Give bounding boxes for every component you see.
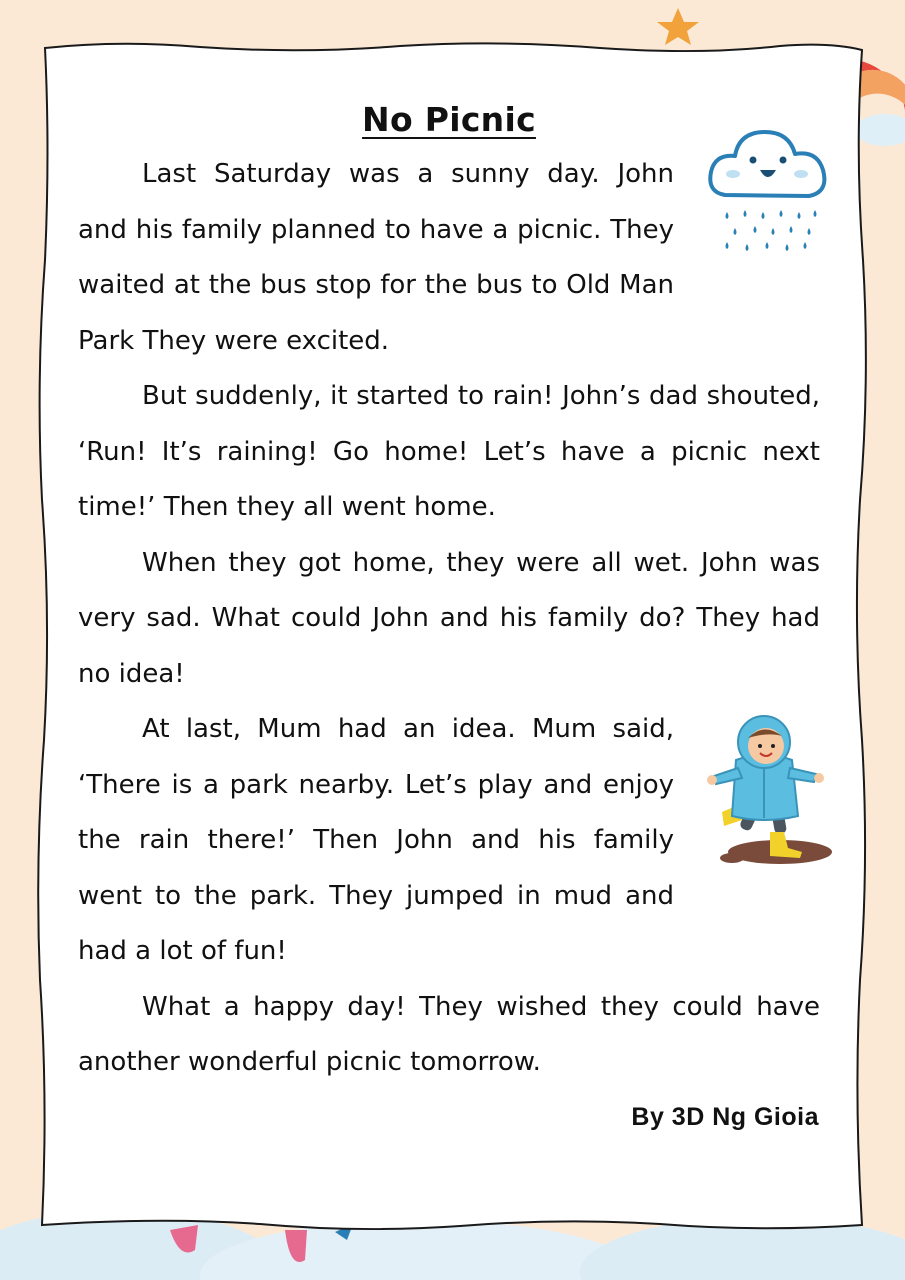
- paragraph-2: But suddenly, it started to rain! John’s dad shouted, ‘Run! It’s raining! Go home! Let’s have a picnic next time!’ Then they all went home.: [78, 381, 820, 522]
- paragraph-4: At last, Mum had an idea. Mum said, ‘There is a park nearby. Let’s play and enjoy the rain there!’ Then John and his family went to the park. They jumped in mud and had a lot of fun!: [78, 714, 674, 966]
- paragraph-5: What a happy day! They wished they could have another wonderful picnic tomorrow.: [78, 991, 820, 1077]
- child-in-raincoat-icon: [702, 712, 837, 872]
- story-title: No Picnic: [362, 100, 536, 139]
- author-byline: By 3D Ng Gioia: [631, 1103, 819, 1131]
- paragraph-3: When they got home, they were all wet. John was very sad. What could John and his family do? They had no idea!: [78, 547, 820, 689]
- rain-cloud-icon: [705, 120, 835, 260]
- paragraph-1: Last Saturday was a sunny day. John and his family planned to have a picnic. They waited at the bus stop for the bus to Old Man Park They were excited.: [78, 159, 674, 356]
